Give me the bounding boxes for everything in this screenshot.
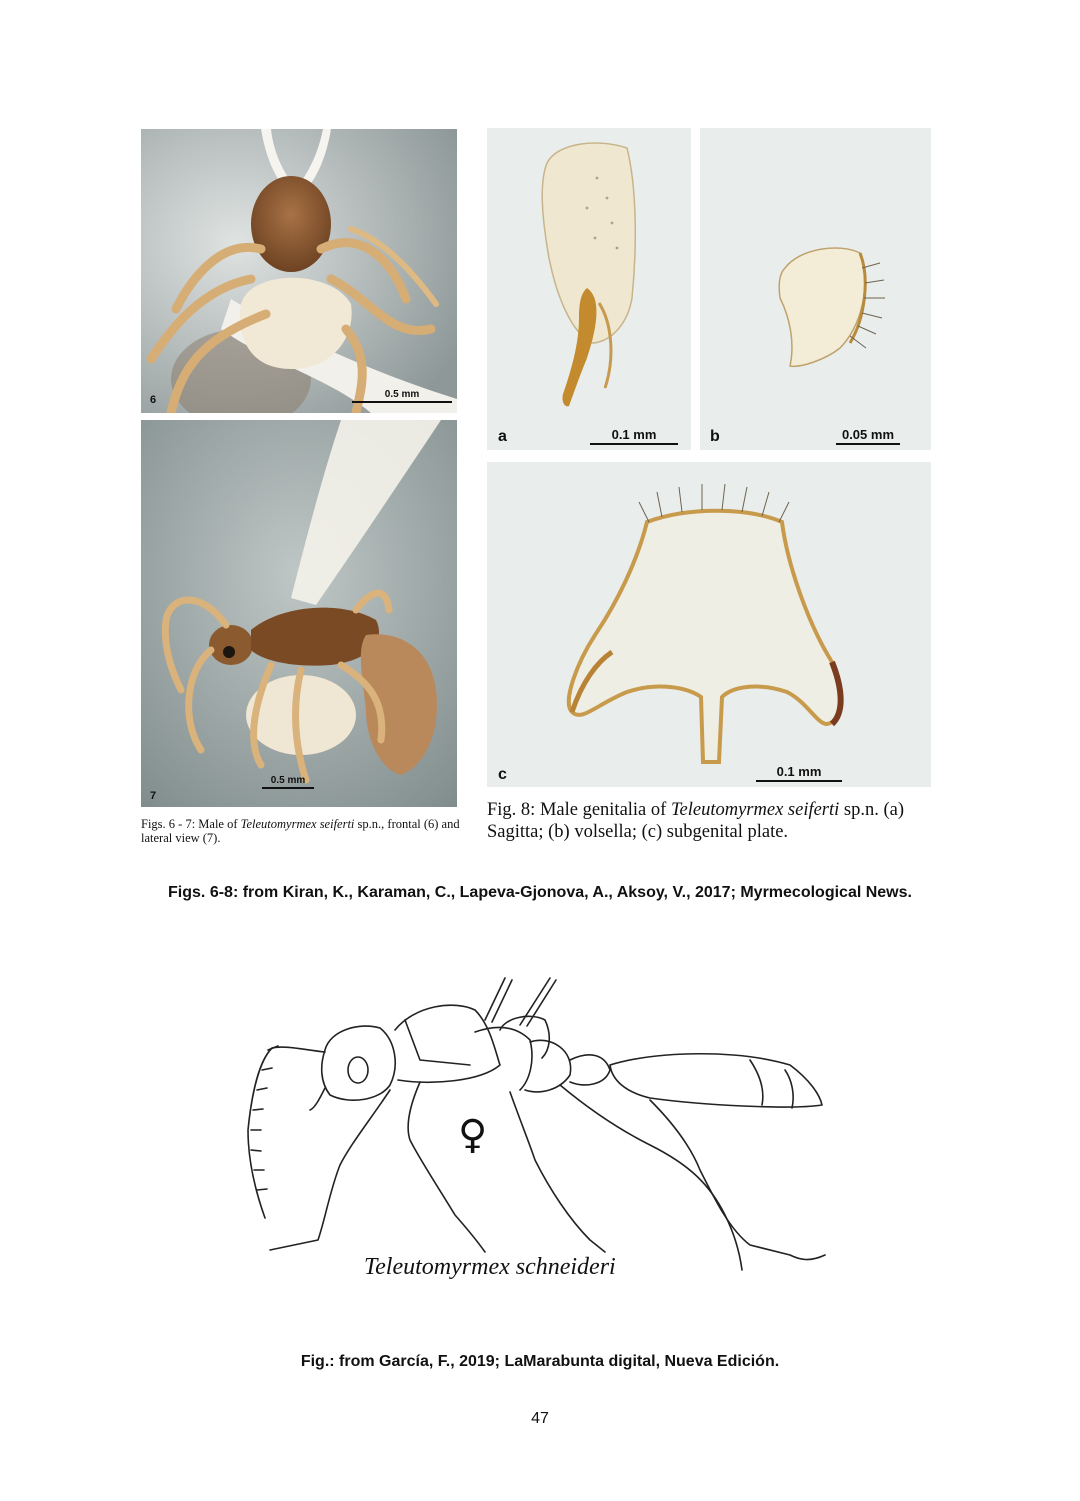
figure-7-scale (262, 775, 314, 789)
figure-6-scale-label: 0.5 mm (384, 389, 420, 400)
figure-8b-scale (836, 427, 900, 445)
figure-6-scale (352, 389, 452, 403)
sagitta-illustration (487, 128, 691, 450)
figure-8c-photo (487, 462, 931, 787)
figure-7-scale-bar (262, 787, 314, 789)
female-symbol: ♀ (458, 1112, 488, 1158)
credit-line-figs-6-8: Figs. 6-8: from Kiran, K., Karaman, C., Lapeva-Gjonova, A., Aksoy, V., 2017; Myrmecological News. (168, 884, 912, 901)
figure-7-photo (141, 420, 457, 807)
figure-6-label: 6 (150, 394, 157, 406)
figure-8c-scale-bar (756, 780, 842, 782)
subgenital-plate-illustration (487, 462, 931, 787)
ant-frontal-illustration (141, 129, 457, 413)
caption-8-text-end: sp.n. (a) Sagitta; (b) volsella; (c) subgenital plate. (487, 800, 905, 842)
figure-8a-scale (590, 427, 678, 445)
figure-8c-scale (756, 764, 842, 782)
caption-figs-6-7 (141, 817, 463, 845)
figure-8b-scale-label: 0.05 mm (841, 427, 895, 442)
figure-8a-label: a (498, 428, 507, 445)
figure-6-photo (141, 129, 457, 413)
caption-fig-8 (487, 799, 942, 843)
caption-6-7-text-start: Figs. 6 - 7: Male of (141, 817, 241, 831)
figure-8c-label: c (498, 766, 507, 783)
figure-8b-photo (700, 128, 931, 450)
figure-6-scale-bar (352, 401, 452, 403)
figure-8a-photo (487, 128, 691, 450)
ant-lateral-illustration (141, 420, 457, 807)
drawing-species-label: Teleutomyrmex schneideri (364, 1254, 616, 1280)
caption-8-text-start: Fig. 8: Male genitalia of (487, 800, 671, 820)
caption-6-7-text-end: sp.n., frontal (6) and lateral view (7). (141, 817, 460, 845)
volsella-illustration (700, 128, 931, 450)
figure-8a-scale-label: 0.1 mm (611, 427, 657, 442)
ant-line-drawing (230, 970, 835, 1290)
credit-line-drawing: Fig.: from García, F., 2019; LaMarabunta digital, Nueva Edición. (300, 1353, 780, 1370)
caption-8-species: Teleutomyrmex seiferti (670, 800, 840, 820)
figure-7-label: 7 (150, 790, 157, 802)
page-number: 47 (531, 1410, 549, 1427)
figure-8b-scale-bar (836, 443, 900, 445)
figure-7-scale-label: 0.5 mm (270, 775, 306, 786)
caption-6-7-species: Teleutomyrmex seiferti (240, 817, 355, 831)
figure-8b-label: b (710, 428, 720, 445)
figure-8a-scale-bar (590, 443, 678, 445)
line-drawing-figure (230, 970, 835, 1290)
figure-8c-scale-label: 0.1 mm (776, 764, 822, 779)
